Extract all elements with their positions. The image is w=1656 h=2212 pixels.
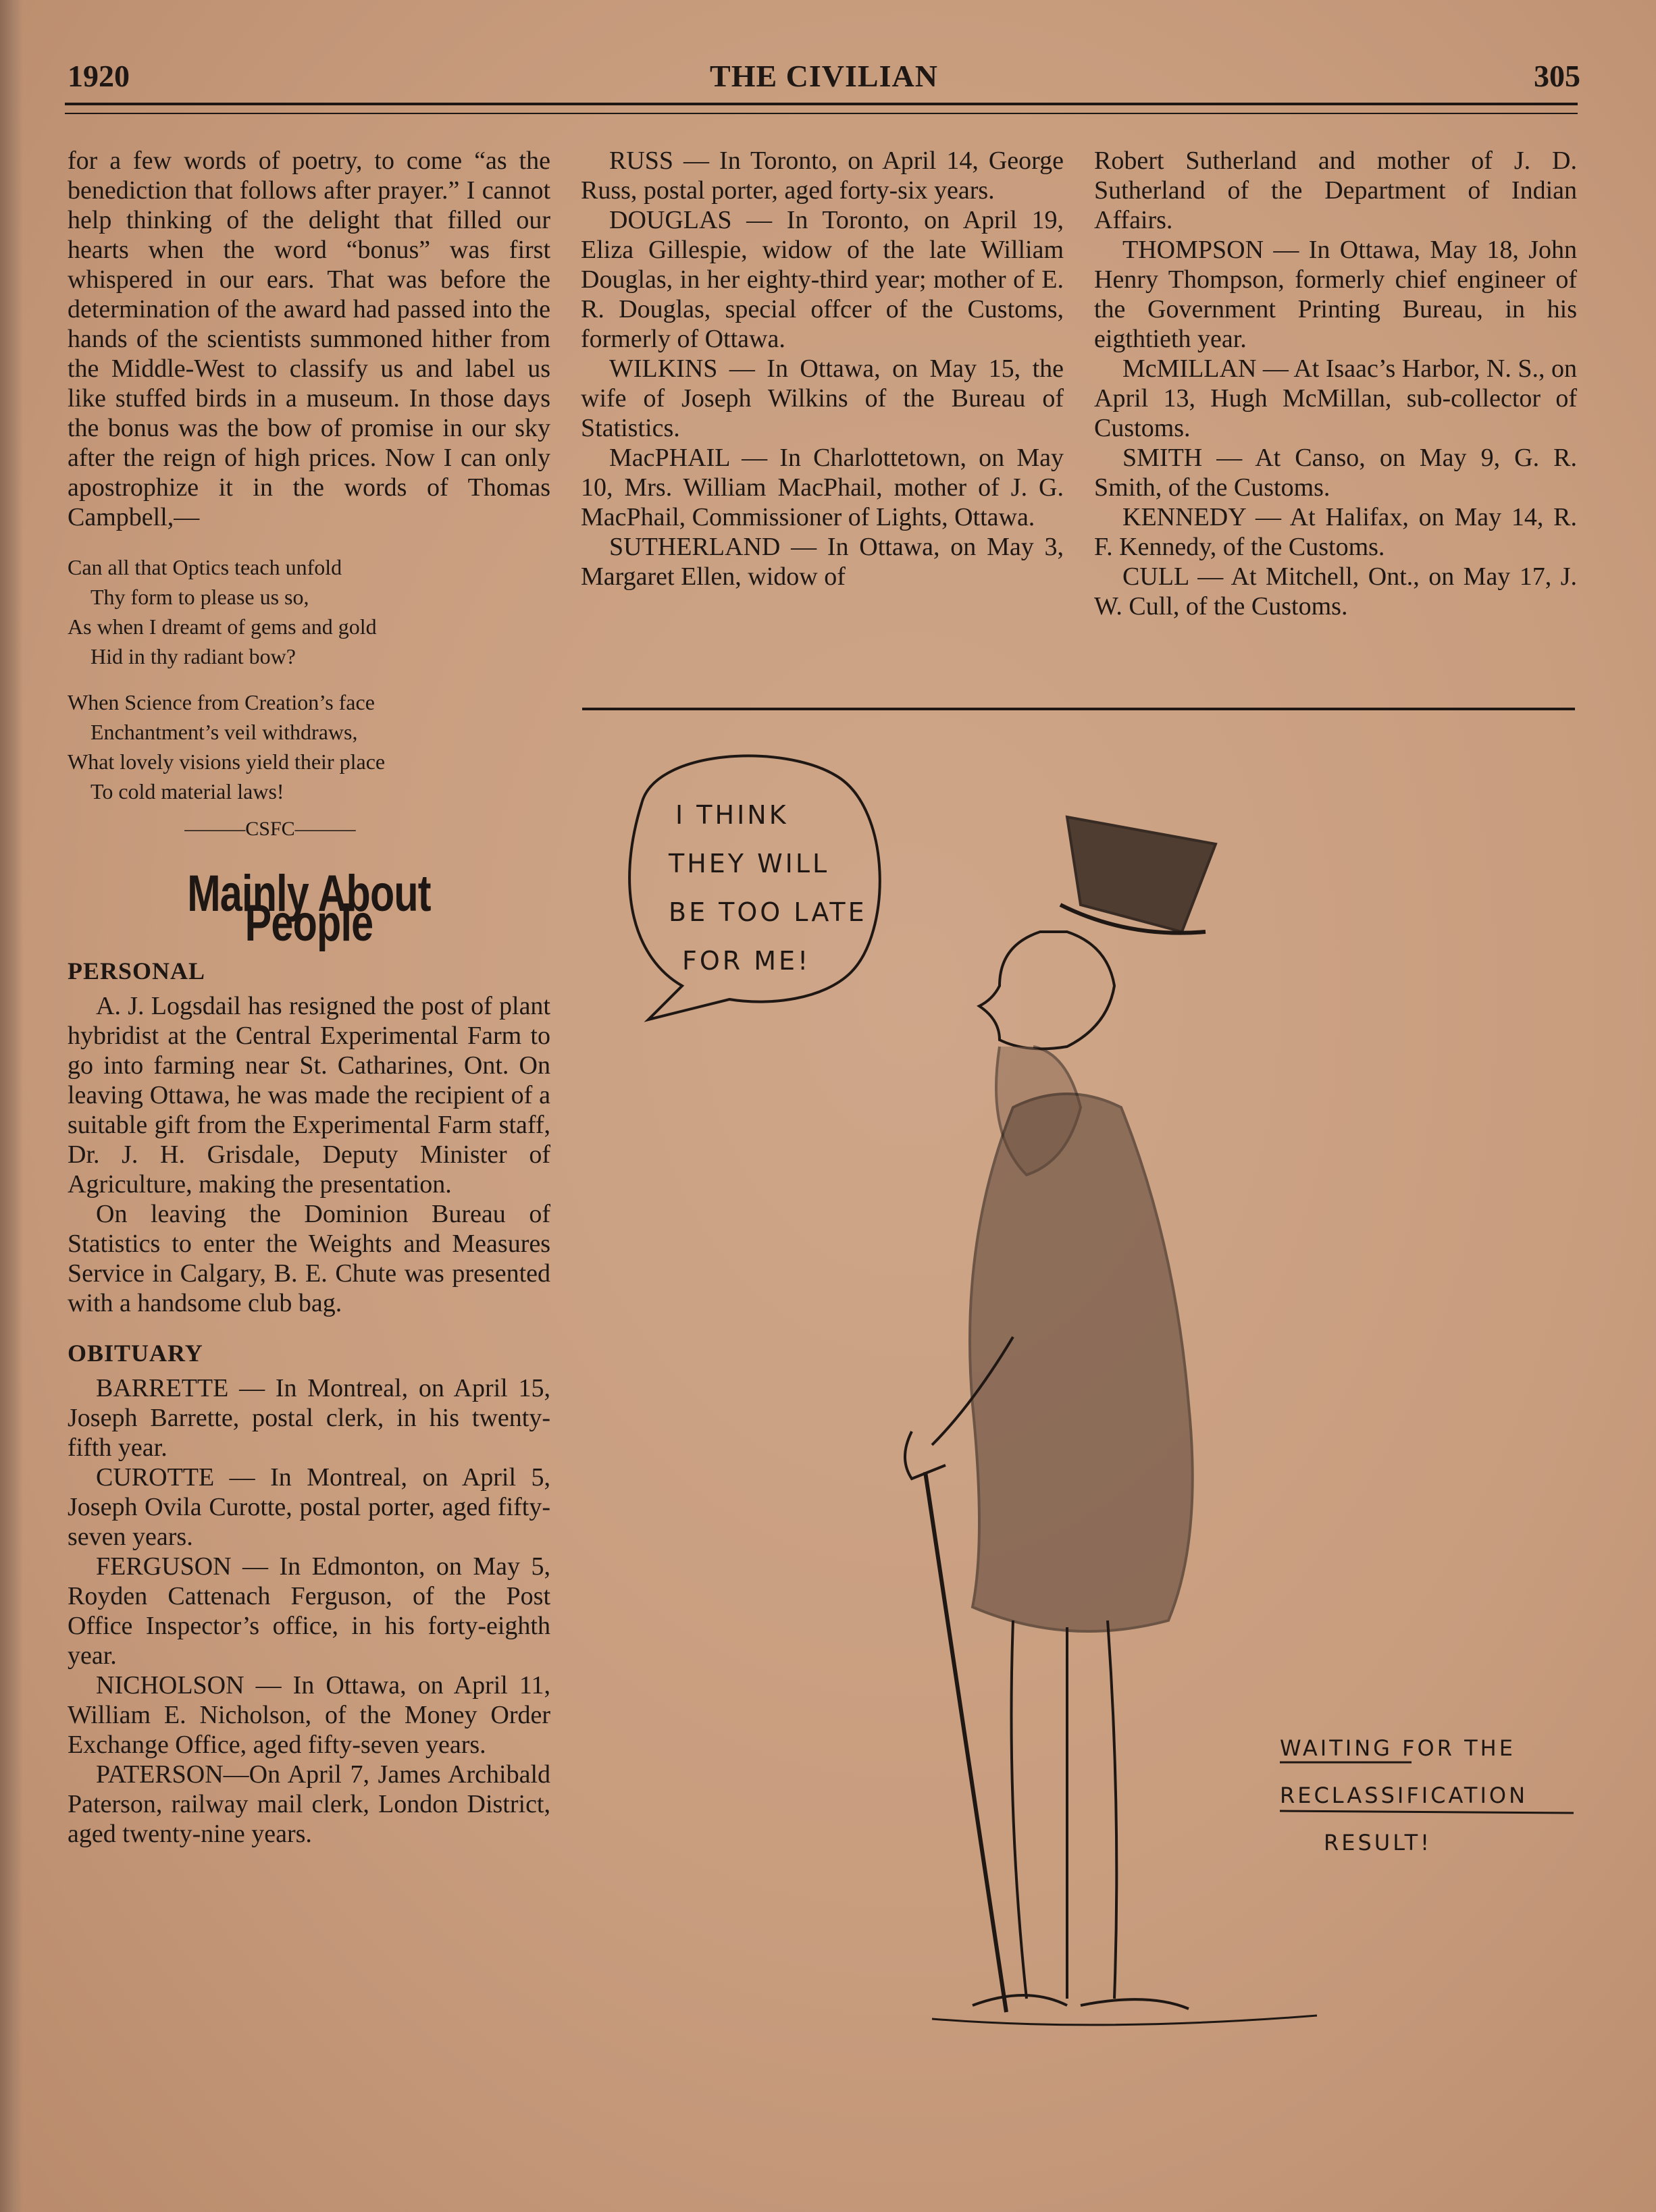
speech-line: FOR ME!: [682, 946, 811, 976]
poem-line: When Science from Creation’s face: [68, 690, 375, 714]
caption-rule: [1280, 1811, 1574, 1813]
poem-line: Hid in thy radiant bow?: [90, 644, 296, 668]
obituary-entry: SMITH — At Canso, on May 9, G. R. Smith, of the Customs.: [1094, 444, 1577, 502]
obituary-entry: NICHOLSON — In Ottawa, on April 11, William E. Nicholson, of the Money Order Exchange Office, aged fifty-seven years.: [68, 1671, 550, 1759]
personal-paragraph: On leaving the Dominion Bureau of Statistics to enter the Weights and Measures Service in Calgary, B. E. Chute was presented with a handsome club bag.: [68, 1200, 550, 1317]
speech-line: I THINK: [675, 800, 789, 830]
caption-line: RESULT!: [1324, 1830, 1432, 1855]
cartoon-illustration: [594, 729, 1580, 2161]
poem-stanza-2: [68, 687, 550, 806]
obituary-entry: MacPHAIL — In Charlottetown, on May 10, Mrs. William MacPhail, mother of J. G. MacPhail, Commissioner of Lights, Ottawa.: [581, 444, 1064, 531]
obituary-entry: WILKINS — In Ottawa, on May 15, the wife of Joseph Wilkins of the Bureau of Statistics.: [581, 354, 1064, 442]
caption-line: RECLASSIFICATION: [1280, 1783, 1528, 1808]
obituary-continuation: Robert Sutherland and mother of J. D. Sutherland of the Department of Indian Affairs.: [1094, 147, 1577, 234]
obituary-entry: SUTHERLAND — In Ottawa, on May 3, Margaret Ellen, widow of: [581, 533, 1064, 591]
section-title: Mainly About People: [187, 865, 431, 952]
obituary-heading: OBITUARY: [68, 1340, 203, 1367]
poem-line: To cold material laws!: [90, 779, 284, 804]
csfc-separator: ———CSFC———: [184, 818, 356, 840]
personal-heading: PERSONAL: [68, 957, 206, 984]
obituary-entry: CULL — At Mitchell, Ont., on May 17, J. W. Cull, of the Customs.: [1094, 562, 1577, 621]
speech-line: BE TOO LATE: [669, 897, 867, 927]
obituary-entry: McMILLAN — At Isaac’s Harbor, N. S., on April 13, Hugh McMillan, sub-collector of Customs.: [1094, 354, 1577, 442]
old-man-figure: [905, 817, 1317, 2025]
obituary-entry: THOMPSON — In Ottawa, May 18, John Henry Thompson, formerly chief engineer of the Government Printing Bureau, in his eigthtieth year.: [1094, 236, 1577, 353]
column-2: [581, 146, 1064, 591]
header-rule: [65, 103, 1578, 114]
caption-line: WAITING FOR THE: [1280, 1735, 1516, 1761]
header-year: 1920: [68, 59, 130, 93]
poem-line: As when I dreamt of gems and gold: [68, 614, 377, 639]
running-head: [68, 58, 1580, 99]
obituary-entry: CUROTTE — In Montreal, on April 5, Joseph Ovila Curotte, postal porter, aged fifty-seven years.: [68, 1463, 550, 1551]
obituary-entry: PATERSON—On April 7, James Archibald Paterson, railway mail clerk, London District, aged twenty-nine years.: [68, 1760, 550, 1848]
cartoon-drawing: [594, 729, 1580, 2161]
obituary-entry: BARRETTE — In Montreal, on April 15, Joseph Barrette, postal clerk, in his twenty-fifth year.: [68, 1374, 550, 1462]
obituary-entry: RUSS — In Toronto, on April 14, George Russ, postal porter, aged forty-six years.: [581, 147, 1064, 205]
speech-line: THEY WILL: [669, 849, 830, 878]
column-1: [68, 146, 550, 1849]
poem-line: Thy form to please us so,: [90, 585, 309, 609]
poem-line: What lovely visions yield their place: [68, 749, 386, 774]
personal-paragraph: A. J. Logsdail has resigned the post of plant hybridist at the Central Experimental Farm to go into farming near St. Catharines, Ont. On leaving Ottawa, he was made the recipient of a suitable gift from the Experimental Farm staff, Dr. J. H. Grisdale, Deputy Minister of Agriculture, making the presentation.: [68, 992, 550, 1199]
poem-line: Enchantment’s veil withdraws,: [90, 720, 358, 744]
page-spine-shadow: [0, 0, 23, 2212]
intro-paragraph: for a few words of poetry, to come “as the benediction that follows after prayer.” I cannot help thinking of the delight that filled our hearts when the word “bonus” was first whispered in our ears. That was before the determination of the award had passed into the hands of the scientists summoned hither from the Middle-West to classify us and label us like stuffed birds in a museum. In those days the bonus was the bow of promise in our sky after the reign of high prices. Now I can only apostrophize it in the words of Thomas Campbell,—: [68, 147, 550, 531]
header-page-number: 305: [1534, 59, 1580, 93]
poem: [68, 552, 550, 806]
obituary-entry: DOUGLAS — In Toronto, on April 19, Eliza Gillespie, widow of the late William Douglas, in her eighty-third year; mother of E. R. Douglas, special offcer of the Customs, formerly of Ottawa.: [581, 206, 1064, 353]
obituary-entry: FERGUSON — In Edmonton, on May 5, Royden Cattenach Ferguson, of the Post Office Inspector’s office, in his forty-eighth year.: [68, 1552, 550, 1670]
column-3: [1094, 146, 1577, 621]
header-title: THE CIVILIAN: [710, 59, 938, 93]
poem-line: Can all that Optics teach unfold: [68, 555, 342, 579]
cartoon-divider-rule: [582, 708, 1575, 710]
poem-stanza-1: [68, 552, 550, 671]
speech-bubble: [629, 756, 880, 1020]
obituary-entry: KENNEDY — At Halifax, on May 14, R. F. Kennedy, of the Customs.: [1094, 503, 1577, 561]
